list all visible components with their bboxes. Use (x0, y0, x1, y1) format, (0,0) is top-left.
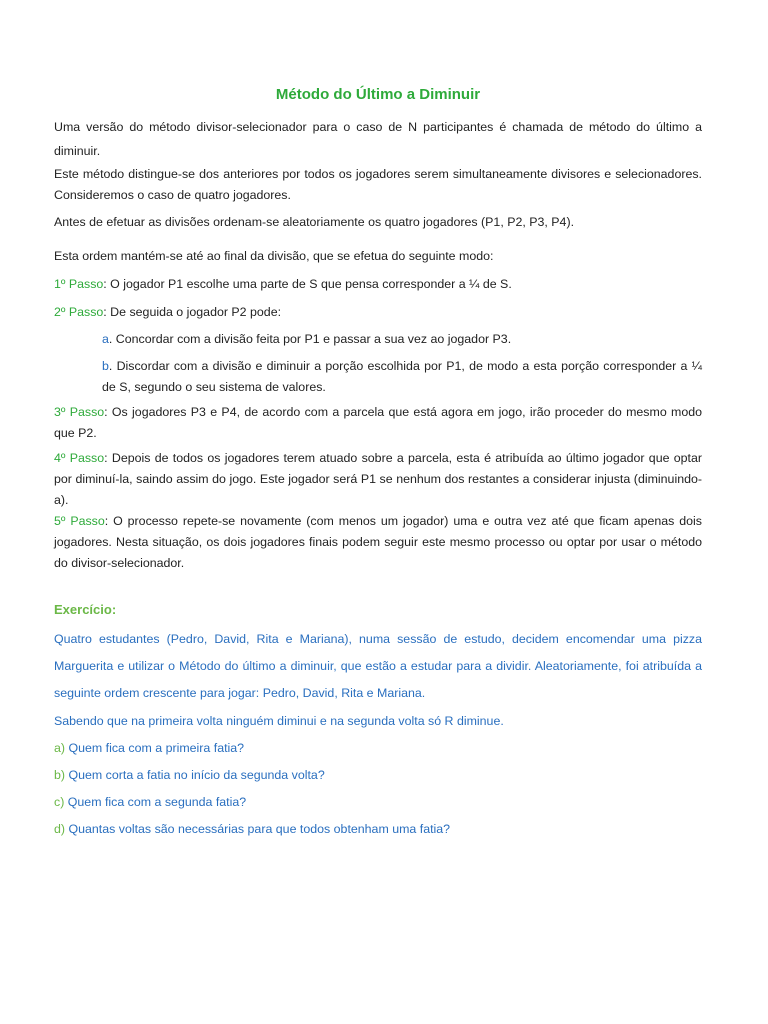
option-a-label: a (102, 332, 109, 346)
step-5-label: 5º Passo (54, 514, 105, 528)
step-3-text: : Os jogadores P3 e P4, de acordo com a parcela que está agora em jogo, irão proceder do mesmo modo que P2. (54, 405, 703, 440)
step-2-label: 2º Passo (54, 305, 104, 319)
intro-paragraph-2: Este método distingue-se dos anteriores por todos os jogadores serem simultaneamente divisores e selecionadores. Consideremos o caso de quatro jogadores. (54, 167, 702, 202)
question-a-letter: a) (54, 741, 66, 755)
question-d-text: Quantas voltas são necessárias para que todos obtenham uma fatia? (65, 822, 451, 836)
exercise-condition: Sabendo que na primeira volta ninguém diminui e na segunda volta só R diminue. (54, 714, 504, 728)
step-4 (54, 448, 702, 511)
page-title: Método do Último a Diminuir (275, 86, 481, 103)
step-1-text: : O jogador P1 escolhe uma parte de S que pensa corresponder a ¼ de S. (103, 277, 512, 291)
question-b-letter: b) (54, 768, 66, 782)
step-4-label: 4º Passo (54, 451, 105, 465)
step-1-label: 1º Passo (54, 277, 104, 291)
step-3 (54, 402, 702, 444)
step-2-option-b (102, 356, 702, 398)
step-4-text: : Depois de todos os jogadores terem atuado sobre a parcela, esta é atribuída ao último jogador que optar por diminuí-la, saindo assim do jogo. Este jogador será P1 se nenhum dos restantes a considerar injusta (diminuindo-a). (54, 451, 702, 507)
exercise-title: Exercício: (54, 602, 117, 617)
step-1 (54, 273, 702, 297)
question-a-text: Quem fica com a primeira fatia? (65, 741, 245, 755)
question-d (54, 822, 450, 836)
step-5-text: : O processo repete-se novamente (com menos um jogador) uma e outra vez até que ficam apenas dois jogadores. Nesta situação, os dois jogadores finais podem seguir este mesmo processo ou optar por usar o método do divisor-selecionador. (54, 514, 702, 570)
step-5 (54, 511, 702, 574)
option-b-label: b (102, 359, 109, 373)
intro-paragraph-1: Uma versão do método divisor-selecionador para o caso de N participantes é chamada de método do último a diminuir. (54, 120, 702, 158)
step-2-option-a (102, 328, 702, 352)
question-c-letter: c) (54, 795, 65, 809)
step-2 (54, 301, 702, 325)
step-2-text: : De seguida o jogador P2 pode: (103, 305, 282, 319)
option-b-text: . Discordar com a divisão e diminuir a porção escolhida por P1, de modo a esta porção corresponder a ¼ de S, segundo o seu sistema de valores. (102, 359, 702, 394)
question-b (54, 768, 325, 782)
question-c-text: Quem fica com a segunda fatia? (64, 795, 247, 809)
question-b-text: Quem corta a fatia no início da segunda volta? (65, 768, 325, 782)
option-a-text: . Concordar com a divisão feita por P1 e passar a sua vez ao jogador P3. (108, 332, 512, 346)
intro-paragraph-3: Antes de efetuar as divisões ordenam-se aleatoriamente os quatro jogadores (P1, P2, P3, P4). (54, 215, 575, 229)
exercise-paragraph: Quatro estudantes (Pedro, David, Rita e Mariana), numa sessão de estudo, decidem encomendar uma pizza Marguerita e utilizar o Método do último a diminuir, que estão a estudar para a dividir. Aleatoriamente, foi atribuída a seguinte ordem crescente para jogar: Pedro, David, Rita e Mariana. (54, 632, 702, 700)
intro-paragraph-4: Esta ordem mantém-se até ao final da divisão, que se efetua do seguinte modo: (54, 249, 494, 263)
question-c (54, 795, 246, 809)
question-d-letter: d) (54, 822, 66, 836)
question-a (54, 741, 244, 755)
step-3-label: 3º Passo (54, 405, 105, 419)
